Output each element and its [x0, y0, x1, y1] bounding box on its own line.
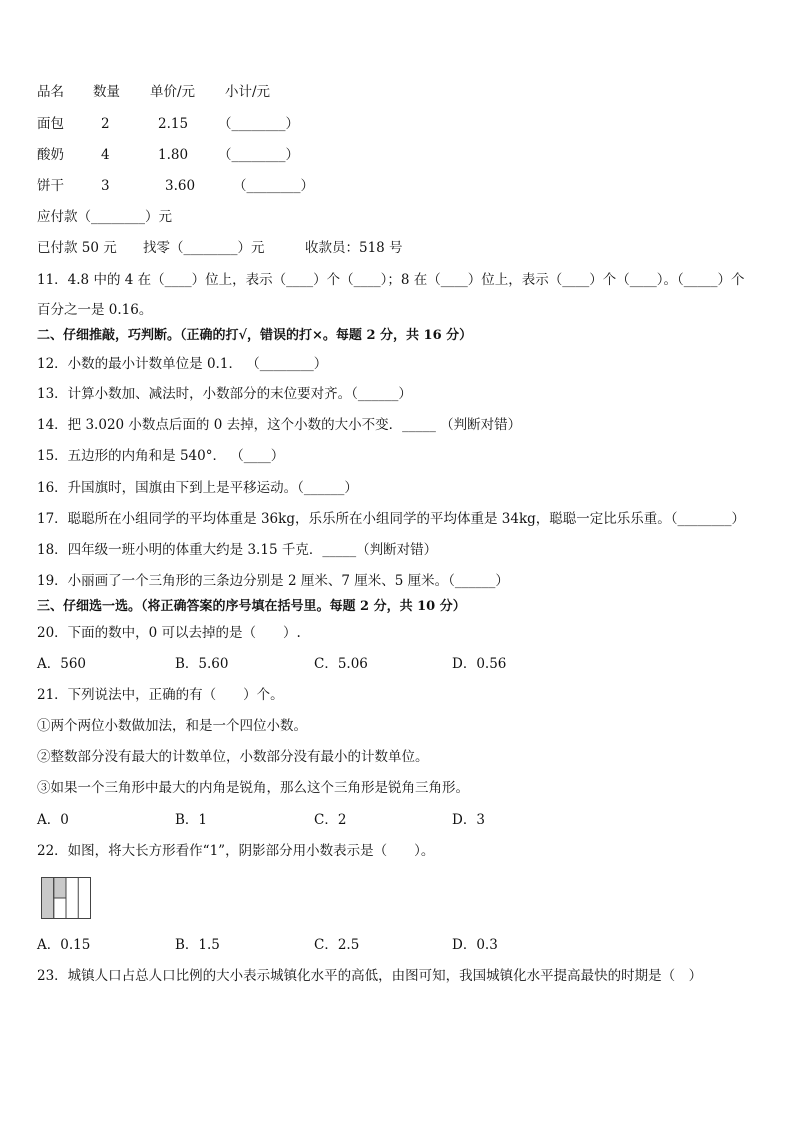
section-3-title: 三、仔细选一选。（将正确答案的序号填在括号里。每题 2 分，共 10 分）: [37, 599, 466, 614]
question-18: 18．四年级一班小明的体重大约是 3.15 千克．_____（判断对错）: [37, 542, 438, 558]
question-15: 15．五边形的内角和是 540°． （____）: [37, 448, 285, 464]
receipt-row-qty: 2: [101, 116, 110, 132]
question-21-statement-1: ①两个两位小数做加法，和是一个四位小数。: [37, 718, 307, 734]
question-20-option-a: A．560: [37, 656, 87, 672]
question-16: 16．升国旗时，国旗由下到上是平移运动。（______）: [37, 480, 358, 496]
question-21-option-a: A．0: [37, 812, 69, 828]
figure-shaded-column: [42, 878, 54, 919]
question-22-option-b: B．1.5: [175, 937, 220, 953]
receipt-header-price: 单价/元: [150, 84, 196, 100]
question-21-stem: 21．下列说法中，正确的有（ ）个。: [37, 687, 284, 703]
receipt-row-qty: 3: [101, 178, 110, 194]
receipt-amount-paid: 已付款 50 元: [37, 240, 117, 256]
receipt-row-price: 1.80: [158, 147, 189, 163]
question-11-line-2: 百分之一是 0.16。: [37, 302, 153, 318]
question-22-stem: 22．如图，将大长方形看作“1”，阴影部分用小数表示是（ ）。: [37, 843, 435, 859]
section-2-title: 二、仔细推敲，巧判断。（正确的打√，错误的打×。每题 2 分，共 16 分）: [37, 328, 473, 343]
question-20-option-d: D．0.56: [452, 656, 507, 672]
receipt-header-qty: 数量: [93, 84, 120, 100]
receipt-row-price: 3.60: [165, 178, 196, 194]
question-20-stem: 20．下面的数中，0 可以去掉的是（ ）.: [37, 625, 301, 641]
question-12: 12．小数的最小计数单位是 0.1． （________）: [37, 356, 328, 372]
receipt-change: 找零（________）元: [143, 240, 265, 256]
receipt-row-name: 饼干: [37, 178, 64, 194]
receipt-row-subtotal: （________）: [218, 116, 299, 132]
receipt-row-qty: 4: [101, 147, 110, 163]
question-21-option-c: C．2: [314, 812, 347, 828]
question-20-option-c: C．5.06: [314, 656, 368, 672]
question-14: 14．把 3.020 小数点后面的 0 去掉，这个小数的大小不变．_____ （判断对错）: [37, 417, 522, 433]
receipt-row-subtotal: （________）: [218, 147, 299, 163]
receipt-amount-due: 应付款（________）元: [37, 209, 172, 225]
question-22-figure: [41, 877, 91, 919]
question-22-option-d: D．0.3: [452, 937, 498, 953]
receipt-row-name: 酸奶: [37, 147, 64, 163]
receipt-row-name: 面包: [37, 116, 64, 132]
receipt-header-name: 品名: [37, 84, 64, 100]
question-13: 13．计算小数加、减法时，小数部分的末位要对齐。（______）: [37, 386, 412, 402]
figure-shaded-half-cell: [54, 878, 66, 899]
question-17: 17．聪聪所在小组同学的平均体重是 36kg，乐乐所在小组同学的平均体重是 34kg，聪聪一定比乐乐重。（________）: [37, 511, 746, 527]
question-21-statement-3: ③如果一个三角形中最大的内角是锐角，那么这个三角形是锐角三角形。: [37, 780, 469, 796]
receipt-cashier: 收款员：518 号: [305, 240, 403, 256]
question-11-line-1: 11．4.8 中的 4 在（____）位上，表示（____）个（____）；8 在（____）位上，表示（____）个（____）。（_____）个: [37, 272, 745, 288]
receipt-header-subtotal: 小计/元: [225, 84, 271, 100]
question-21-option-d: D．3: [452, 812, 485, 828]
question-21-option-b: B．1: [175, 812, 208, 828]
question-22-option-c: C．2.5: [314, 937, 360, 953]
receipt-row-price: 2.15: [158, 116, 189, 132]
question-19: 19．小丽画了一个三角形的三条边分别是 2 厘米、7 厘米、5 厘米。（______）: [37, 573, 509, 589]
question-23-stem: 23．城镇人口占总人口比例的大小表示城镇化水平的高低，由图可知，我国城镇化水平提高最快的时期是（ ）: [37, 968, 703, 984]
question-21-statement-2: ②整数部分没有最大的计数单位，小数部分没有最小的计数单位。: [37, 749, 429, 765]
receipt-row-subtotal: （________）: [233, 178, 314, 194]
question-22-option-a: A．0.15: [37, 937, 91, 953]
question-20-option-b: B．5.60: [175, 656, 229, 672]
